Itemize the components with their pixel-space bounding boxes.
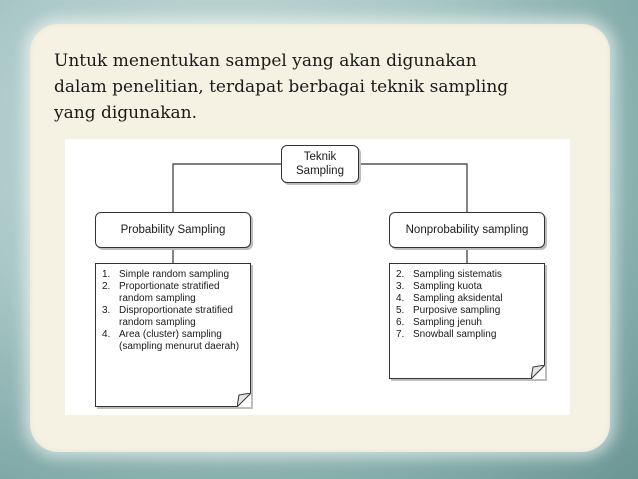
root-label-line-1: Teknik (303, 151, 337, 163)
nonprobability-list (389, 263, 545, 379)
nonprobability-node: Nonprobability sampling (389, 212, 545, 248)
intro-line-3: yang digunakan. (54, 103, 197, 123)
list-item: 2. Sampling sistematis (396, 269, 502, 280)
root-label-line-2: Sampling (296, 165, 344, 177)
list-item: 4. Sampling aksidental (396, 293, 503, 304)
page-fold-icon (531, 365, 545, 379)
intro-text (54, 48, 574, 126)
list-item: 3. Disproportionate stratified random sampling (102, 305, 233, 328)
probability-node: Probability Sampling (95, 212, 251, 248)
sampling-diagram (65, 139, 570, 415)
intro-line-1: Untuk menentukan sampel yang akan digunakan (54, 51, 477, 71)
list-item: 4. Area (cluster) sampling (sampling menurut daerah) (102, 329, 240, 352)
list-item: 7. Snowball sampling (396, 329, 497, 340)
list-item: 3. Sampling kuota (396, 281, 482, 292)
page-fold-icon (237, 393, 251, 407)
connector-right (359, 164, 467, 212)
intro-line-2: dalam penelitian, terdapat berbagai teknik sampling (54, 77, 509, 97)
list-item: 5. Purposive sampling (396, 305, 501, 316)
connector-left (173, 164, 281, 212)
root-node (281, 145, 359, 183)
probability-list (95, 263, 251, 407)
list-item: 6. Sampling jenuh (396, 317, 482, 328)
list-item: 1. Simple random sampling (102, 269, 230, 280)
list-item: 2. Proportionate stratified random sampling (102, 281, 220, 304)
